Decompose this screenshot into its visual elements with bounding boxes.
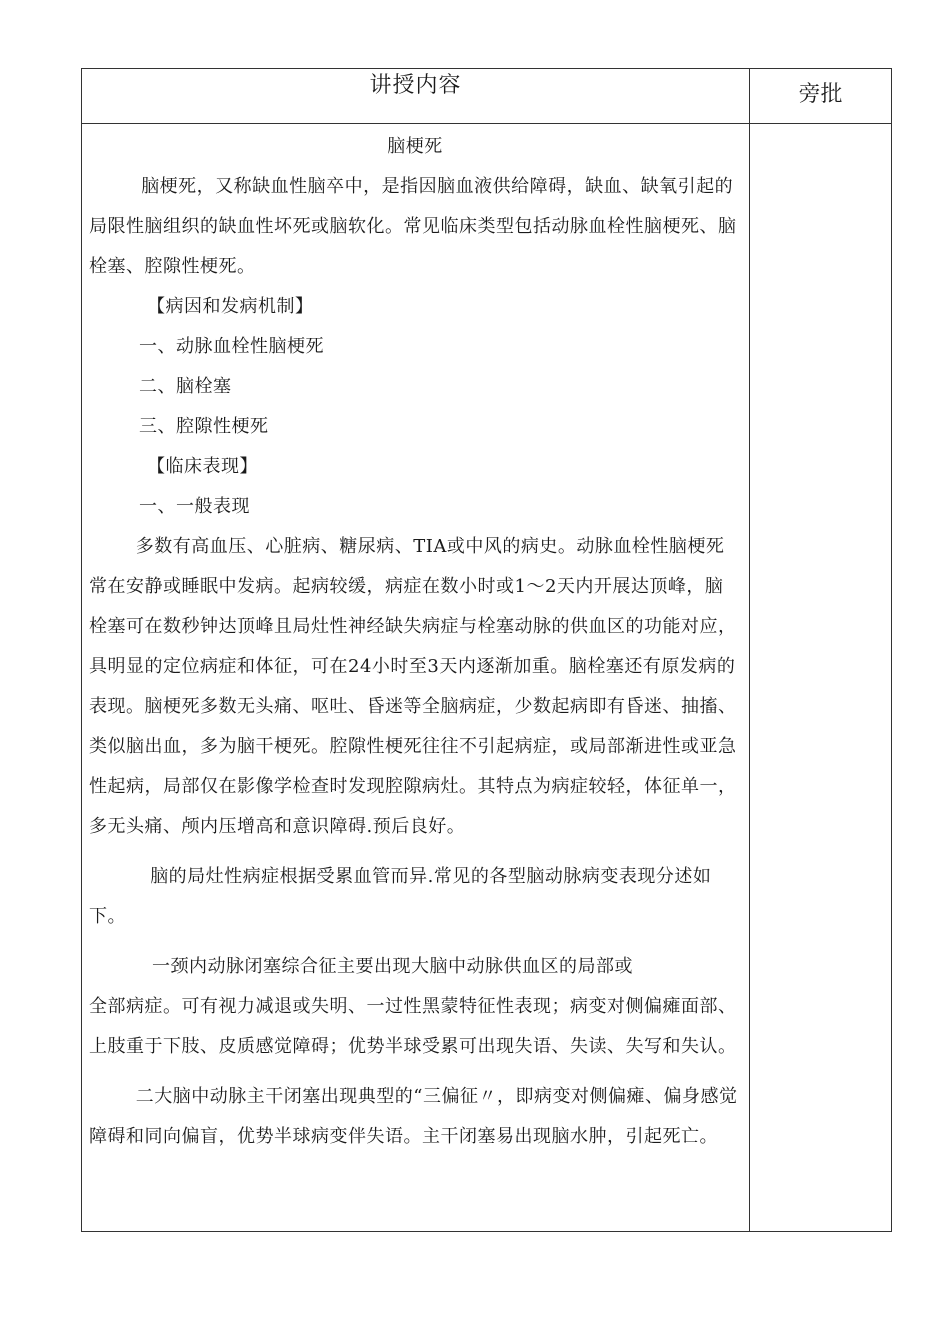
lecture-body	[89, 127, 741, 1157]
lecture-table	[81, 68, 892, 1232]
clinical-heading: 【临床表现】	[147, 456, 258, 477]
etiology-item-3: 三、腔隙性梗死	[139, 416, 269, 437]
etiology-item-1: 一、动脉血栓性脑梗死	[139, 336, 324, 357]
etiology-item-2: 二、脑栓塞	[139, 376, 232, 397]
general-paragraph: 多数有高血压、心脏病、糖尿病、TIA或中风的病史。动脉血栓性脑梗死常在安静或睡眠中发病。起病较缓，病症在数小时或1〜2天内开展达顶峰，脑栓塞可在数秒钟达顶峰且局灶性神经缺失病症与栓塞动脉的供血区的功能对应，具明显的定位病症和体征，可在24小时至3天内逐渐加重。脑栓塞还有原发病的表现。脑梗死多数无头痛、呕吐、昏迷等全脑病症，少数起病即有昏迷、抽搐、类似脑出血，多为脑干梗死。腔隙性梗死往往不引起病症，或局部渐进性或亚急性起病，局部仅在影像学检查时发现腔隙病灶。其特点为病症较轻，体征单一，多无头痛、颅内压增高和意识障碍.预后良好。	[89, 536, 737, 837]
etiology-heading: 【病因和发病机制】	[147, 296, 314, 317]
clinical-item-1: 一、一般表现	[139, 496, 250, 517]
intro-paragraph: 脑梗死，又称缺血性脑卒中，是指因脑血液供给障碍，缺血、缺氧引起的局限性脑组织的缺血性坏死或脑软化。常见临床类型包括动脉血栓性脑梗死、脑栓塞、腔隙性梗死。	[89, 176, 737, 277]
header-lecture-content: 讲授内容	[369, 73, 462, 98]
focal-paragraph: 脑的局灶性病症根据受累血管而异.常见的各型脑动脉病变表现分述如下。	[89, 866, 712, 927]
carotid-paragraph-rest: 全部病症。可有视力减退或失明、一过性黑蒙特征性表现；病变对侧偏瘫面部、上肢重于下肢、皮质感觉障碍；优势半球受累可出现失语、失读、失写和失认。	[89, 996, 737, 1057]
carotid-paragraph-line1: 一颈内动脉闭塞综合征主要出现大脑中动脉供血区的局部或	[152, 956, 633, 977]
header-side-notes: 旁批	[798, 82, 843, 107]
section-title: 脑梗死	[387, 136, 443, 157]
header-divider	[82, 123, 891, 124]
column-divider	[749, 69, 750, 1231]
mca-paragraph: 二大脑中动脉主干闭塞出现典型的“三偏征〃，即病变对侧偏瘫、偏身感觉障碍和同向偏盲，优势半球病变伴失语。主干闭塞易出现脑水肿，引起死亡。	[89, 1086, 738, 1147]
